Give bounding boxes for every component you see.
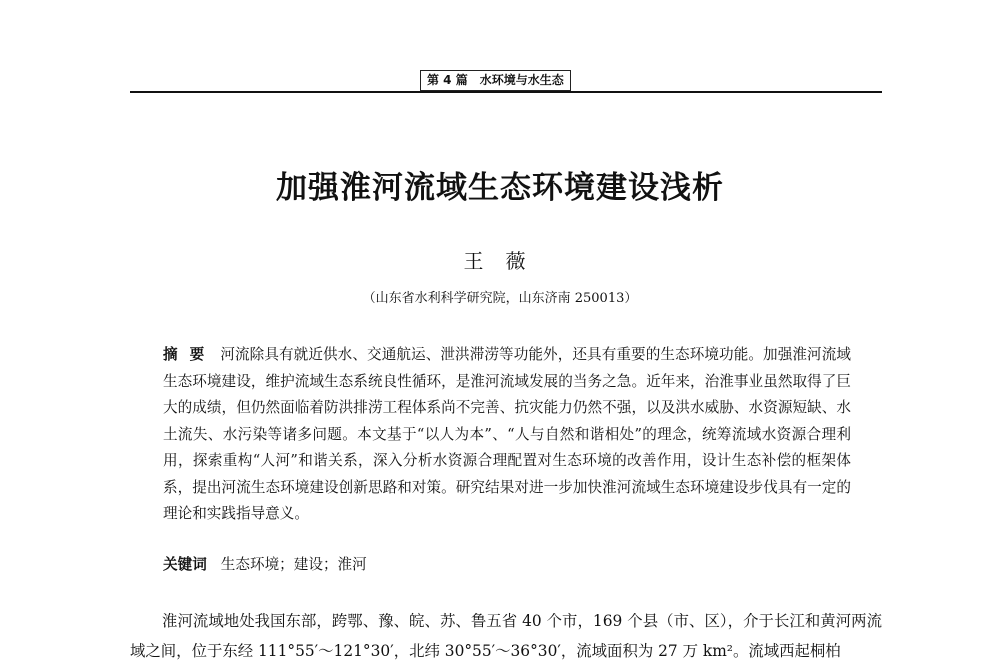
keywords-text: 生态环境；建设；淮河: [220, 556, 367, 573]
author-name: 王薇: [463, 249, 548, 273]
body-paragraph: 淮河流域地处我国东部，跨鄂、豫、皖、苏、鲁五省 40 个市，169 个县（市、区），介于长江和黄河两流域之间，位于东经 111°55′～121°30′，北纬 30°55′～36°30′，流域面积为 27 万 km²。流域西起桐柏: [130, 612, 882, 660]
author-affiliation: （山东省水利科学研究院，山东济南 250013）: [362, 291, 638, 306]
abstract: [163, 342, 851, 528]
article-title: 加强淮河流域生态环境建设浅析: [276, 170, 724, 206]
keywords-label: 关键词: [163, 556, 207, 573]
running-header: [420, 70, 571, 91]
abstract-text: 河流除具有就近供水、交通航运、泄洪滞涝等功能外，还具有重要的生态环境功能。加强淮河流域生态环境建设，维护流域生态系统良性循环，是淮河流域发展的当务之急。近年来，治淮事业虽然取得了巨大的成绩，但仍然面临着防洪排涝工程体系尚不完善、抗灾能力仍然不强，以及洪水威胁、水资源短缺、水土流失、水污染等诸多问题。本文基于“以人为本”、“人与自然和谐相处”的理念，统筹流域水资源合理利用，探索重构“人河”和谐关系，深入分析水资源合理配置对生态环境的改善作用，设计生态补偿的框架体系，提出河流生态环境建设创新思路和对策。研究结果对进一步加快淮河流域生态环境建设步伐具有一定的理论和实践指导意义。: [163, 346, 851, 522]
header-part: 第 4 篇: [427, 73, 468, 87]
keywords: [163, 553, 851, 577]
abstract-label: 摘要: [163, 346, 217, 363]
header-rule: [130, 91, 882, 93]
header-section: 水环境与水生态: [479, 73, 564, 87]
